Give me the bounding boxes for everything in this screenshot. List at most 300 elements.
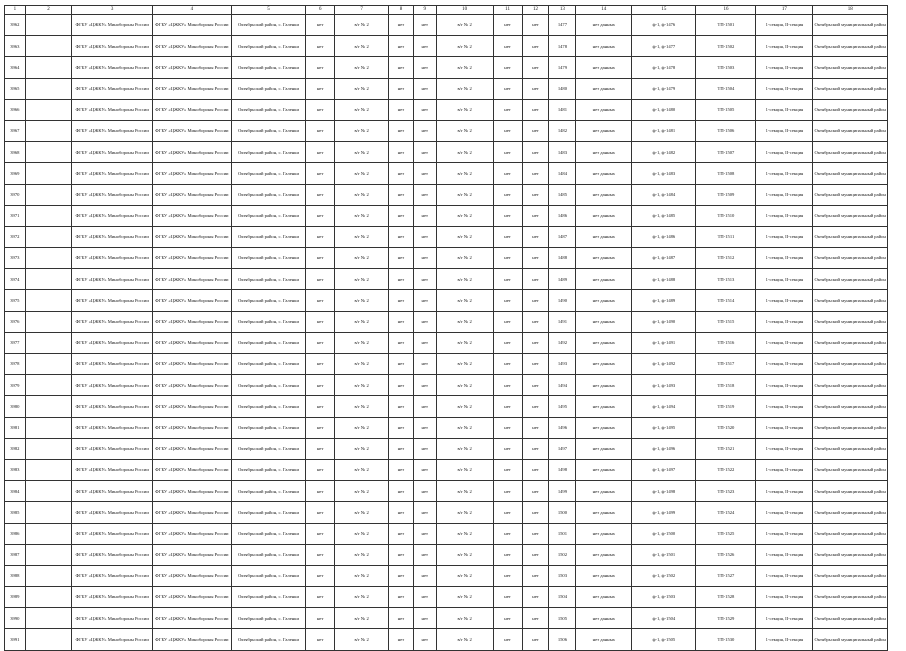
status-cell: нет данных bbox=[576, 226, 632, 247]
flag-cell: нет bbox=[522, 269, 549, 290]
record-number-cell: 3967 bbox=[5, 120, 26, 141]
table-row bbox=[5, 354, 888, 375]
flag-cell: нет bbox=[389, 608, 414, 629]
number-cell: 1499 bbox=[549, 481, 576, 502]
military-town-cell: в/г № 2 bbox=[436, 332, 493, 353]
address-cell: Октябрьский район, с. Галенки bbox=[231, 78, 306, 99]
flag-cell: нет bbox=[306, 142, 335, 163]
number-cell: 1500 bbox=[549, 502, 576, 523]
address-cell: Октябрьский район, с. Галенки bbox=[231, 57, 306, 78]
flag-cell: нет bbox=[413, 311, 436, 332]
empty-cell bbox=[25, 417, 72, 438]
flag-cell: нет bbox=[413, 629, 436, 650]
feeder-cell: ф-1, ф-1482 bbox=[632, 142, 696, 163]
flag-cell: нет bbox=[389, 629, 414, 650]
flag-cell: нет bbox=[493, 269, 522, 290]
flag-cell: нет bbox=[389, 142, 414, 163]
flag-cell: нет bbox=[306, 354, 335, 375]
address-cell: Октябрьский район, с. Галенки bbox=[231, 396, 306, 417]
status-cell: нет данных bbox=[576, 163, 632, 184]
flag-cell: нет bbox=[522, 78, 549, 99]
address-cell: Октябрьский район, с. Галенки bbox=[231, 417, 306, 438]
military-town-cell: в/г № 2 bbox=[436, 311, 493, 332]
military-town-cell: в/г № 2 bbox=[335, 502, 389, 523]
status-cell: нет данных bbox=[576, 587, 632, 608]
military-town-cell: в/г № 2 bbox=[335, 205, 389, 226]
column-header: 11 bbox=[493, 6, 522, 15]
address-cell: Октябрьский район, с. Галенки bbox=[231, 311, 306, 332]
flag-cell: нет bbox=[493, 57, 522, 78]
column-header: 13 bbox=[549, 6, 576, 15]
flag-cell: нет bbox=[493, 332, 522, 353]
empty-cell bbox=[25, 120, 72, 141]
address-cell: Октябрьский район, с. Галенки bbox=[231, 544, 306, 565]
record-number-cell: 3987 bbox=[5, 544, 26, 565]
number-cell: 1477 bbox=[549, 15, 576, 36]
flag-cell: нет bbox=[493, 78, 522, 99]
section-cell: 1-секция, II-секция bbox=[756, 290, 813, 311]
table-row bbox=[5, 587, 888, 608]
holder-cell: ФГБУ «ЦЖКУ» Минобороны России bbox=[153, 438, 232, 459]
flag-cell: нет bbox=[306, 78, 335, 99]
substation-cell: ТП-1527 bbox=[696, 565, 756, 586]
district-cell: Октябрьский муниципальный район bbox=[813, 544, 888, 565]
military-town-cell: в/г № 2 bbox=[335, 15, 389, 36]
district-cell: Октябрьский муниципальный район bbox=[813, 459, 888, 480]
organization-cell: ФГБУ «ЦЖКУ» Минобороны России bbox=[72, 523, 153, 544]
district-cell: Октябрьский муниципальный район bbox=[813, 375, 888, 396]
number-cell: 1480 bbox=[549, 78, 576, 99]
flag-cell: нет bbox=[493, 120, 522, 141]
military-town-cell: в/г № 2 bbox=[436, 481, 493, 502]
empty-cell bbox=[25, 481, 72, 502]
military-town-cell: в/г № 2 bbox=[436, 78, 493, 99]
military-town-cell: в/г № 2 bbox=[436, 629, 493, 650]
record-number-cell: 3986 bbox=[5, 523, 26, 544]
number-cell: 1490 bbox=[549, 290, 576, 311]
military-town-cell: в/г № 2 bbox=[335, 565, 389, 586]
holder-cell: ФГБУ «ЦЖКУ» Минобороны России bbox=[153, 565, 232, 586]
district-cell: Октябрьский муниципальный район bbox=[813, 269, 888, 290]
flag-cell: нет bbox=[306, 481, 335, 502]
status-cell: нет данных bbox=[576, 120, 632, 141]
record-number-cell: 3983 bbox=[5, 459, 26, 480]
flag-cell: нет bbox=[522, 99, 549, 120]
holder-cell: ФГБУ «ЦЖКУ» Минобороны России bbox=[153, 354, 232, 375]
flag-cell: нет bbox=[522, 248, 549, 269]
address-cell: Октябрьский район, с. Галенки bbox=[231, 120, 306, 141]
organization-cell: ФГБУ «ЦЖКУ» Минобороны России bbox=[72, 608, 153, 629]
column-header: 15 bbox=[632, 6, 696, 15]
section-cell: 1-секция, II-секция bbox=[756, 629, 813, 650]
organization-cell: ФГБУ «ЦЖКУ» Минобороны России bbox=[72, 15, 153, 36]
section-cell: 1-секция, II-секция bbox=[756, 120, 813, 141]
record-number-cell: 3979 bbox=[5, 375, 26, 396]
number-cell: 1484 bbox=[549, 163, 576, 184]
flag-cell: нет bbox=[306, 163, 335, 184]
feeder-cell: ф-1, ф-1496 bbox=[632, 438, 696, 459]
flag-cell: нет bbox=[493, 354, 522, 375]
empty-cell bbox=[25, 438, 72, 459]
table-row bbox=[5, 438, 888, 459]
empty-cell bbox=[25, 587, 72, 608]
flag-cell: нет bbox=[306, 290, 335, 311]
flag-cell: нет bbox=[522, 629, 549, 650]
flag-cell: нет bbox=[493, 629, 522, 650]
flag-cell: нет bbox=[493, 608, 522, 629]
record-number-cell: 3989 bbox=[5, 587, 26, 608]
flag-cell: нет bbox=[389, 332, 414, 353]
substation-cell: ТП-1511 bbox=[696, 226, 756, 247]
table-row bbox=[5, 99, 888, 120]
section-cell: 1-секция, II-секция bbox=[756, 142, 813, 163]
number-cell: 1486 bbox=[549, 205, 576, 226]
feeder-cell: ф-1, ф-1502 bbox=[632, 565, 696, 586]
flag-cell: нет bbox=[413, 523, 436, 544]
flag-cell: нет bbox=[493, 311, 522, 332]
section-cell: 1-секция, II-секция bbox=[756, 523, 813, 544]
holder-cell: ФГБУ «ЦЖКУ» Минобороны России bbox=[153, 375, 232, 396]
column-header: 17 bbox=[756, 6, 813, 15]
feeder-cell: ф-1, ф-1480 bbox=[632, 99, 696, 120]
feeder-cell: ф-1, ф-1486 bbox=[632, 226, 696, 247]
organization-cell: ФГБУ «ЦЖКУ» Минобороны России bbox=[72, 99, 153, 120]
holder-cell: ФГБУ «ЦЖКУ» Минобороны России bbox=[153, 163, 232, 184]
record-number-cell: 3984 bbox=[5, 481, 26, 502]
flag-cell: нет bbox=[522, 205, 549, 226]
table-row bbox=[5, 163, 888, 184]
flag-cell: нет bbox=[413, 396, 436, 417]
flag-cell: нет bbox=[389, 544, 414, 565]
flag-cell: нет bbox=[306, 502, 335, 523]
organization-cell: ФГБУ «ЦЖКУ» Минобороны России bbox=[72, 78, 153, 99]
flag-cell: нет bbox=[413, 248, 436, 269]
status-cell: нет данных bbox=[576, 459, 632, 480]
column-header: 9 bbox=[413, 6, 436, 15]
column-header: 6 bbox=[306, 6, 335, 15]
status-cell: нет данных bbox=[576, 438, 632, 459]
substation-cell: ТП-1523 bbox=[696, 481, 756, 502]
status-cell: нет данных bbox=[576, 78, 632, 99]
table-row bbox=[5, 459, 888, 480]
record-number-cell: 3966 bbox=[5, 99, 26, 120]
empty-cell bbox=[25, 332, 72, 353]
number-cell: 1478 bbox=[549, 36, 576, 57]
section-cell: 1-секция, II-секция bbox=[756, 502, 813, 523]
number-cell: 1494 bbox=[549, 375, 576, 396]
flag-cell: нет bbox=[522, 417, 549, 438]
flag-cell: нет bbox=[493, 290, 522, 311]
flag-cell: нет bbox=[413, 565, 436, 586]
flag-cell: нет bbox=[413, 502, 436, 523]
status-cell: нет данных bbox=[576, 57, 632, 78]
address-cell: Октябрьский район, с. Галенки bbox=[231, 523, 306, 544]
flag-cell: нет bbox=[522, 396, 549, 417]
number-cell: 1503 bbox=[549, 565, 576, 586]
district-cell: Октябрьский муниципальный район bbox=[813, 36, 888, 57]
holder-cell: ФГБУ «ЦЖКУ» Минобороны России bbox=[153, 184, 232, 205]
substation-cell: ТП-1503 bbox=[696, 57, 756, 78]
district-cell: Октябрьский муниципальный район bbox=[813, 523, 888, 544]
flag-cell: нет bbox=[306, 269, 335, 290]
status-cell: нет данных bbox=[576, 629, 632, 650]
military-town-cell: в/г № 2 bbox=[335, 36, 389, 57]
section-cell: 1-секция, II-секция bbox=[756, 332, 813, 353]
status-cell: нет данных bbox=[576, 332, 632, 353]
record-number-cell: 3980 bbox=[5, 396, 26, 417]
district-cell: Октябрьский муниципальный район bbox=[813, 417, 888, 438]
section-cell: 1-секция, II-секция bbox=[756, 184, 813, 205]
status-cell: нет данных bbox=[576, 15, 632, 36]
flag-cell: нет bbox=[389, 481, 414, 502]
flag-cell: нет bbox=[522, 332, 549, 353]
military-town-cell: в/г № 2 bbox=[436, 226, 493, 247]
flag-cell: нет bbox=[522, 544, 549, 565]
empty-cell bbox=[25, 184, 72, 205]
military-town-cell: в/г № 2 bbox=[335, 438, 389, 459]
flag-cell: нет bbox=[413, 544, 436, 565]
section-cell: 1-секция, II-секция bbox=[756, 205, 813, 226]
table-row bbox=[5, 417, 888, 438]
district-cell: Октябрьский муниципальный район bbox=[813, 78, 888, 99]
flag-cell: нет bbox=[493, 502, 522, 523]
military-town-cell: в/г № 2 bbox=[335, 417, 389, 438]
substation-cell: ТП-1517 bbox=[696, 354, 756, 375]
substation-cell: ТП-1505 bbox=[696, 99, 756, 120]
address-cell: Октябрьский район, с. Галенки bbox=[231, 15, 306, 36]
record-number-cell: 3974 bbox=[5, 269, 26, 290]
record-number-cell: 3963 bbox=[5, 36, 26, 57]
table-row bbox=[5, 332, 888, 353]
empty-cell bbox=[25, 396, 72, 417]
column-header: 5 bbox=[231, 6, 306, 15]
flag-cell: нет bbox=[413, 57, 436, 78]
substation-cell: ТП-1515 bbox=[696, 311, 756, 332]
substation-cell: ТП-1508 bbox=[696, 163, 756, 184]
status-cell: нет данных bbox=[576, 205, 632, 226]
holder-cell: ФГБУ «ЦЖКУ» Минобороны России bbox=[153, 15, 232, 36]
organization-cell: ФГБУ «ЦЖКУ» Минобороны России bbox=[72, 587, 153, 608]
column-header: 1 bbox=[5, 6, 26, 15]
section-cell: 1-секция, II-секция bbox=[756, 311, 813, 332]
holder-cell: ФГБУ «ЦЖКУ» Минобороны России bbox=[153, 481, 232, 502]
record-number-cell: 3975 bbox=[5, 290, 26, 311]
section-cell: 1-секция, II-секция bbox=[756, 99, 813, 120]
flag-cell: нет bbox=[306, 417, 335, 438]
flag-cell: нет bbox=[493, 226, 522, 247]
flag-cell: нет bbox=[413, 226, 436, 247]
holder-cell: ФГБУ «ЦЖКУ» Минобороны России bbox=[153, 523, 232, 544]
feeder-cell: ф-1, ф-1500 bbox=[632, 523, 696, 544]
military-town-cell: в/г № 2 bbox=[335, 544, 389, 565]
substation-cell: ТП-1521 bbox=[696, 438, 756, 459]
flag-cell: нет bbox=[522, 354, 549, 375]
district-cell: Октябрьский муниципальный район bbox=[813, 57, 888, 78]
organization-cell: ФГБУ «ЦЖКУ» Минобороны России bbox=[72, 120, 153, 141]
district-cell: Октябрьский муниципальный район bbox=[813, 502, 888, 523]
flag-cell: нет bbox=[493, 544, 522, 565]
holder-cell: ФГБУ «ЦЖКУ» Минобороны России bbox=[153, 78, 232, 99]
table-row bbox=[5, 396, 888, 417]
feeder-cell: ф-1, ф-1494 bbox=[632, 396, 696, 417]
flag-cell: нет bbox=[306, 523, 335, 544]
address-cell: Октябрьский район, с. Галенки bbox=[231, 205, 306, 226]
flag-cell: нет bbox=[522, 587, 549, 608]
flag-cell: нет bbox=[389, 417, 414, 438]
flag-cell: нет bbox=[306, 57, 335, 78]
military-town-cell: в/г № 2 bbox=[335, 332, 389, 353]
organization-cell: ФГБУ «ЦЖКУ» Минобороны России bbox=[72, 205, 153, 226]
district-cell: Октябрьский муниципальный район bbox=[813, 15, 888, 36]
address-cell: Октябрьский район, с. Галенки bbox=[231, 438, 306, 459]
flag-cell: нет bbox=[389, 248, 414, 269]
flag-cell: нет bbox=[306, 184, 335, 205]
flag-cell: нет bbox=[522, 438, 549, 459]
section-cell: 1-секция, II-секция bbox=[756, 375, 813, 396]
organization-cell: ФГБУ «ЦЖКУ» Минобороны России bbox=[72, 544, 153, 565]
number-cell: 1491 bbox=[549, 311, 576, 332]
organization-cell: ФГБУ «ЦЖКУ» Минобороны России bbox=[72, 226, 153, 247]
substation-cell: ТП-1507 bbox=[696, 142, 756, 163]
substation-cell: ТП-1525 bbox=[696, 523, 756, 544]
district-cell: Октябрьский муниципальный район bbox=[813, 629, 888, 650]
flag-cell: нет bbox=[522, 290, 549, 311]
record-number-cell: 3985 bbox=[5, 502, 26, 523]
status-cell: нет данных bbox=[576, 396, 632, 417]
substation-cell: ТП-1510 bbox=[696, 205, 756, 226]
district-cell: Октябрьский муниципальный район bbox=[813, 332, 888, 353]
table-row bbox=[5, 248, 888, 269]
flag-cell: нет bbox=[306, 587, 335, 608]
flag-cell: нет bbox=[522, 375, 549, 396]
substation-cell: ТП-1514 bbox=[696, 290, 756, 311]
military-town-cell: в/г № 2 bbox=[335, 99, 389, 120]
substation-cell: ТП-1502 bbox=[696, 36, 756, 57]
table-row bbox=[5, 120, 888, 141]
holder-cell: ФГБУ «ЦЖКУ» Минобороны России bbox=[153, 587, 232, 608]
holder-cell: ФГБУ «ЦЖКУ» Минобороны России bbox=[153, 226, 232, 247]
flag-cell: нет bbox=[413, 142, 436, 163]
record-number-cell: 3981 bbox=[5, 417, 26, 438]
substation-cell: ТП-1520 bbox=[696, 417, 756, 438]
flag-cell: нет bbox=[306, 226, 335, 247]
flag-cell: нет bbox=[306, 459, 335, 480]
column-header: 4 bbox=[153, 6, 232, 15]
section-cell: 1-секция, II-секция bbox=[756, 57, 813, 78]
flag-cell: нет bbox=[522, 311, 549, 332]
holder-cell: ФГБУ «ЦЖКУ» Минобороны России bbox=[153, 459, 232, 480]
substation-cell: ТП-1509 bbox=[696, 184, 756, 205]
feeder-cell: ф-1, ф-1497 bbox=[632, 459, 696, 480]
feeder-cell: ф-1, ф-1490 bbox=[632, 311, 696, 332]
address-cell: Октябрьский район, с. Галенки bbox=[231, 290, 306, 311]
military-town-cell: в/г № 2 bbox=[436, 354, 493, 375]
flag-cell: нет bbox=[493, 587, 522, 608]
flag-cell: нет bbox=[389, 78, 414, 99]
empty-cell bbox=[25, 205, 72, 226]
substation-cell: ТП-1524 bbox=[696, 502, 756, 523]
organization-cell: ФГБУ «ЦЖКУ» Минобороны России bbox=[72, 481, 153, 502]
holder-cell: ФГБУ «ЦЖКУ» Минобороны России bbox=[153, 332, 232, 353]
feeder-cell: ф-1, ф-1499 bbox=[632, 502, 696, 523]
organization-cell: ФГБУ «ЦЖКУ» Минобороны России bbox=[72, 163, 153, 184]
military-town-cell: в/г № 2 bbox=[436, 290, 493, 311]
district-cell: Октябрьский муниципальный район bbox=[813, 205, 888, 226]
flag-cell: нет bbox=[493, 565, 522, 586]
feeder-cell: ф-1, ф-1485 bbox=[632, 205, 696, 226]
address-cell: Октябрьский район, с. Галенки bbox=[231, 375, 306, 396]
status-cell: нет данных bbox=[576, 354, 632, 375]
flag-cell: нет bbox=[522, 502, 549, 523]
flag-cell: нет bbox=[413, 587, 436, 608]
district-cell: Октябрьский муниципальный район bbox=[813, 565, 888, 586]
address-cell: Октябрьский район, с. Галенки bbox=[231, 248, 306, 269]
military-town-cell: в/г № 2 bbox=[436, 205, 493, 226]
record-number-cell: 3977 bbox=[5, 332, 26, 353]
military-town-cell: в/г № 2 bbox=[436, 142, 493, 163]
empty-cell bbox=[25, 544, 72, 565]
organization-cell: ФГБУ «ЦЖКУ» Минобороны России bbox=[72, 311, 153, 332]
military-town-cell: в/г № 2 bbox=[436, 15, 493, 36]
flag-cell: нет bbox=[389, 565, 414, 586]
military-town-cell: в/г № 2 bbox=[335, 248, 389, 269]
feeder-cell: ф-1, ф-1484 bbox=[632, 184, 696, 205]
military-town-cell: в/г № 2 bbox=[335, 629, 389, 650]
number-cell: 1502 bbox=[549, 544, 576, 565]
status-cell: нет данных bbox=[576, 99, 632, 120]
holder-cell: ФГБУ «ЦЖКУ» Минобороны России bbox=[153, 417, 232, 438]
number-cell: 1489 bbox=[549, 269, 576, 290]
table-row bbox=[5, 57, 888, 78]
military-town-cell: в/г № 2 bbox=[335, 481, 389, 502]
status-cell: нет данных bbox=[576, 523, 632, 544]
status-cell: нет данных bbox=[576, 36, 632, 57]
flag-cell: нет bbox=[389, 163, 414, 184]
feeder-cell: ф-1, ф-1477 bbox=[632, 36, 696, 57]
feeder-cell: ф-1, ф-1504 bbox=[632, 608, 696, 629]
address-cell: Октябрьский район, с. Галенки bbox=[231, 565, 306, 586]
status-cell: нет данных bbox=[576, 290, 632, 311]
address-cell: Октябрьский район, с. Галенки bbox=[231, 184, 306, 205]
organization-cell: ФГБУ «ЦЖКУ» Минобороны России bbox=[72, 375, 153, 396]
military-town-cell: в/г № 2 bbox=[436, 396, 493, 417]
empty-cell bbox=[25, 269, 72, 290]
flag-cell: нет bbox=[522, 15, 549, 36]
status-cell: нет данных bbox=[576, 375, 632, 396]
organization-cell: ФГБУ «ЦЖКУ» Минобороны России bbox=[72, 269, 153, 290]
flag-cell: нет bbox=[389, 354, 414, 375]
flag-cell: нет bbox=[389, 587, 414, 608]
flag-cell: нет bbox=[522, 120, 549, 141]
substation-cell: ТП-1501 bbox=[696, 15, 756, 36]
number-cell: 1481 bbox=[549, 99, 576, 120]
flag-cell: нет bbox=[389, 36, 414, 57]
military-town-cell: в/г № 2 bbox=[436, 163, 493, 184]
military-town-cell: в/г № 2 bbox=[436, 269, 493, 290]
holder-cell: ФГБУ «ЦЖКУ» Минобороны России bbox=[153, 248, 232, 269]
military-town-cell: в/г № 2 bbox=[335, 226, 389, 247]
empty-cell bbox=[25, 36, 72, 57]
organization-cell: ФГБУ «ЦЖКУ» Минобороны России bbox=[72, 354, 153, 375]
flag-cell: нет bbox=[522, 57, 549, 78]
flag-cell: нет bbox=[522, 523, 549, 544]
substation-cell: ТП-1504 bbox=[696, 78, 756, 99]
number-cell: 1493 bbox=[549, 354, 576, 375]
number-cell: 1498 bbox=[549, 459, 576, 480]
flag-cell: нет bbox=[389, 184, 414, 205]
record-number-cell: 3973 bbox=[5, 248, 26, 269]
section-cell: 1-секция, II-секция bbox=[756, 459, 813, 480]
